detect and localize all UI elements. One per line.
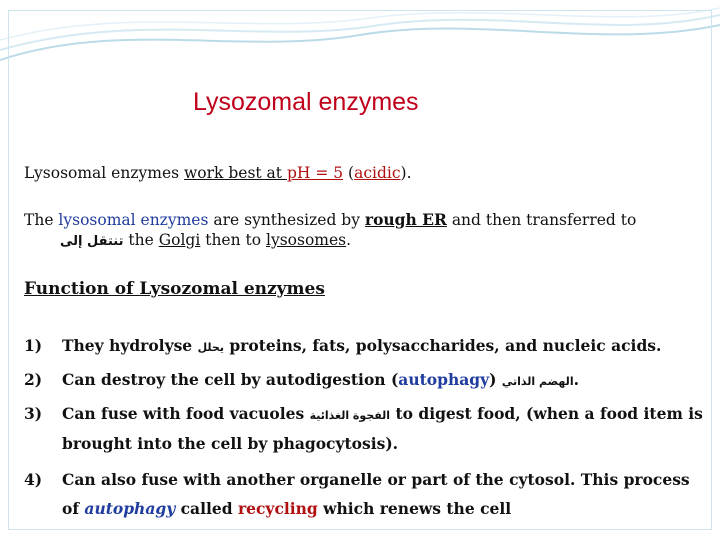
text-segment: Can destroy the cell by autodigestion (: [62, 370, 399, 389]
text-segment: Lysosomal enzymes: [24, 164, 185, 182]
intro-line-1: [24, 164, 412, 182]
text-segment: autophagy: [398, 370, 490, 389]
text-segment: called: [175, 499, 238, 518]
intro-line-2: [24, 210, 636, 229]
text-segment: proteins, fats, polysaccharides, and nucleic acids.: [223, 336, 662, 355]
text-segment: (: [343, 164, 355, 182]
text-segment: .: [573, 370, 579, 389]
text-segment: and then transferred to: [446, 211, 637, 229]
list-item: [62, 336, 661, 355]
slide-title: Lysozomal enzymes: [193, 88, 419, 116]
list-item: [62, 370, 579, 389]
list-item-number: 2): [24, 370, 43, 389]
text-segment: the: [123, 231, 159, 249]
list-item-number: 1): [24, 336, 43, 355]
text-segment: The: [24, 211, 59, 229]
list-item-number: 3): [24, 404, 43, 423]
text-segment: acidic: [354, 164, 401, 182]
text-segment: then to: [200, 231, 267, 249]
arabic-text: الهضم الذاتي: [501, 375, 574, 388]
list-item-continuation: [62, 499, 511, 518]
list-item-number: 4): [24, 470, 43, 489]
text-segment: work best at: [184, 164, 287, 182]
text-segment: which renews the cell: [317, 499, 512, 518]
text-segment: ).: [400, 164, 412, 182]
text-segment: recycling: [237, 499, 318, 518]
text-segment: are synthesized by: [208, 211, 365, 229]
list-item-continuation: brought into the cell by phagocytosis).: [62, 434, 399, 453]
text-segment: autophagy: [84, 499, 176, 518]
text-segment: ): [489, 370, 502, 389]
list-item: [62, 470, 690, 489]
text-segment: lysosomal enzymes: [58, 211, 209, 229]
section-heading: Function of Lysozomal enzymes: [24, 279, 325, 299]
text-segment: Can also fuse with another organelle or part of the cytosol. This process: [62, 470, 690, 489]
arabic-text: يحلل: [197, 341, 224, 354]
text-segment: .: [346, 231, 352, 249]
text-segment: Golgi: [158, 231, 201, 249]
text-segment: to digest food, (when a food item is: [390, 404, 703, 423]
list-item: [62, 404, 703, 423]
text-segment: They hydrolyse: [62, 336, 198, 355]
text-segment: of: [62, 499, 85, 518]
intro-line-3: [60, 231, 351, 249]
text-segment: lysosomes: [266, 231, 347, 249]
text-segment: rough ER: [364, 210, 447, 229]
text-segment: pH = 5: [286, 164, 344, 182]
arabic-text: الفجوة الغذائية: [309, 409, 391, 422]
arabic-text: تنتقل إلى: [60, 234, 124, 249]
text-segment: Can fuse with food vacuoles: [62, 404, 310, 423]
